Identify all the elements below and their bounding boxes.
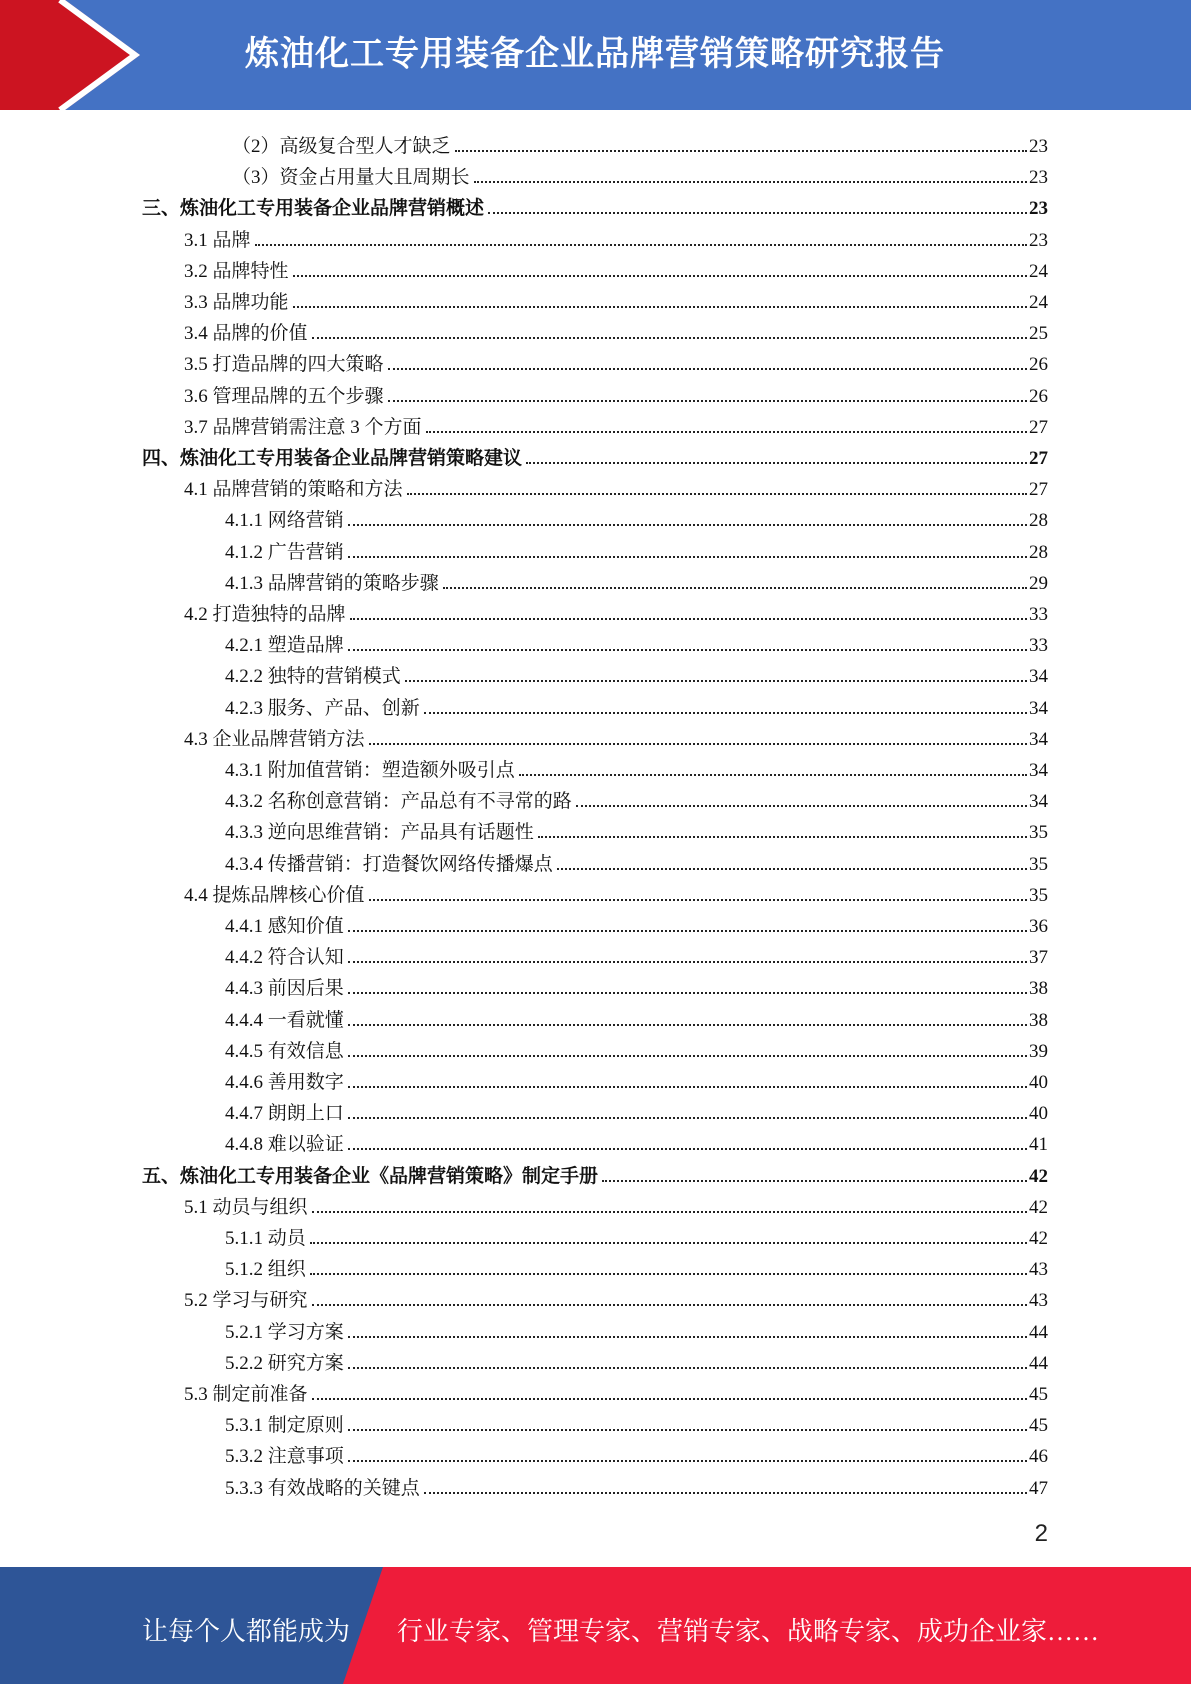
toc-entry[interactable] bbox=[225, 907, 1048, 938]
toc-dot-leader bbox=[312, 1303, 1027, 1306]
toc-entry-page: 26 bbox=[1029, 354, 1048, 376]
toc-entry-page: 34 bbox=[1029, 760, 1048, 781]
toc-entry-page: 28 bbox=[1029, 541, 1048, 563]
toc-entry-title: 5.2.2 研究方案 bbox=[225, 1352, 344, 1374]
toc-entry-title: 4.1 品牌营销的策略和方法 bbox=[184, 479, 403, 501]
toc-entry[interactable] bbox=[225, 1437, 1048, 1468]
toc-entry-page: 39 bbox=[1029, 1040, 1048, 1062]
report-title: 炼油化工专用装备企业品牌营销策略研究报告 bbox=[245, 34, 945, 74]
toc-entry-page: 23 bbox=[1029, 198, 1048, 220]
toc-entry[interactable] bbox=[225, 1001, 1048, 1032]
toc-entry-title: 5.3.1 制定原则 bbox=[225, 1415, 344, 1437]
toc-entry-title: 5.3 制定前准备 bbox=[184, 1384, 308, 1405]
toc-entry-title: 5.1.1 动员 bbox=[225, 1228, 306, 1249]
toc-entry-title: 3.7 品牌营销需注意 3 个方面 bbox=[184, 416, 422, 438]
toc-entry-page: 46 bbox=[1029, 1446, 1048, 1468]
toc-entry-page: 27 bbox=[1029, 448, 1048, 469]
toc-entry[interactable] bbox=[225, 1250, 1048, 1281]
toc-entry-title: 4.1.3 品牌营销的策略步骤 bbox=[225, 572, 439, 594]
toc-entry-page: 27 bbox=[1029, 479, 1048, 501]
toc-entry-page: 42 bbox=[1029, 1196, 1048, 1218]
toc-entry-page: 29 bbox=[1029, 572, 1048, 594]
toc-entry[interactable] bbox=[225, 1063, 1048, 1094]
toc-entry-page: 38 bbox=[1029, 978, 1048, 1000]
toc-entry[interactable] bbox=[225, 533, 1048, 564]
toc-entry-title: 4.3 企业品牌营销方法 bbox=[184, 728, 365, 750]
toc-entry[interactable] bbox=[184, 1375, 1048, 1406]
toc-entry-title: 3.6 管理品牌的五个步骤 bbox=[184, 385, 384, 407]
toc-entry-page: 33 bbox=[1029, 635, 1048, 657]
toc-dot-leader bbox=[348, 523, 1027, 526]
toc-entry-title: 4.2.2 独特的营销模式 bbox=[225, 666, 401, 688]
toc-entry[interactable] bbox=[225, 938, 1048, 969]
toc-dot-leader bbox=[602, 1179, 1027, 1182]
toc-entry[interactable] bbox=[225, 969, 1048, 1000]
toc-entry[interactable] bbox=[184, 1281, 1048, 1312]
toc-entry-page: 36 bbox=[1029, 916, 1048, 937]
toc-dot-leader bbox=[348, 929, 1027, 932]
toc-entry[interactable] bbox=[225, 564, 1048, 595]
toc-dot-leader bbox=[348, 1428, 1027, 1431]
toc-dot-leader bbox=[348, 1335, 1027, 1338]
toc-entry-page: 23 bbox=[1029, 229, 1048, 251]
toc-entry[interactable] bbox=[232, 127, 1048, 158]
toc-dot-leader bbox=[488, 211, 1027, 214]
toc-entry-page: 45 bbox=[1029, 1384, 1048, 1405]
toc-entry-title: 4.1.2 广告营销 bbox=[225, 541, 344, 563]
page-footer bbox=[0, 1567, 1191, 1684]
toc-dot-leader bbox=[455, 149, 1027, 152]
toc-entry-title: 4.4.3 前因后果 bbox=[225, 978, 344, 1000]
toc-entry-page: 35 bbox=[1029, 822, 1048, 844]
toc-dot-leader bbox=[424, 1491, 1027, 1494]
toc-entry-page: 40 bbox=[1029, 1103, 1048, 1125]
toc-entry-title: 4.4.1 感知价值 bbox=[225, 916, 344, 937]
toc-entry-title: 4.3.4 传播营销：打造餐饮网络传播爆点 bbox=[225, 853, 553, 875]
toc-entry-title: 4.1.1 网络营销 bbox=[225, 510, 344, 532]
toc-dot-leader bbox=[348, 960, 1027, 963]
toc-dot-leader bbox=[293, 305, 1027, 308]
toc-entry-page: 27 bbox=[1029, 416, 1048, 438]
toc-entry-page: 23 bbox=[1029, 136, 1048, 157]
toc-entry[interactable] bbox=[184, 283, 1048, 314]
toc-entry-title: 3.3 品牌功能 bbox=[184, 292, 289, 313]
toc-entry-page: 24 bbox=[1029, 292, 1048, 313]
toc-entry-title: 5.1 动员与组织 bbox=[184, 1196, 308, 1218]
toc-entry[interactable] bbox=[225, 1032, 1048, 1063]
toc-dot-leader bbox=[474, 180, 1027, 183]
toc-entry-page: 43 bbox=[1029, 1259, 1048, 1281]
toc-dot-leader bbox=[348, 991, 1027, 994]
toc-entry-page: 40 bbox=[1029, 1072, 1048, 1093]
toc-entry-page: 41 bbox=[1029, 1134, 1048, 1156]
toc-entry-title: 4.3.1 附加值营销：塑造额外吸引点 bbox=[225, 760, 515, 781]
toc-entry-title: 五、炼油化工专用装备企业《品牌营销策略》制定手册 bbox=[142, 1165, 599, 1187]
toc-entry-title: 4.4 提炼品牌核心价值 bbox=[184, 884, 365, 906]
toc-entry[interactable] bbox=[184, 408, 1048, 439]
toc-entry-title: 3.1 品牌 bbox=[184, 229, 251, 251]
toc-entry[interactable] bbox=[184, 345, 1048, 376]
toc-entry-title: （2）高级复合型人才缺乏 bbox=[232, 136, 451, 157]
toc-entry[interactable] bbox=[225, 813, 1048, 844]
toc-dot-leader bbox=[312, 336, 1027, 339]
toc-dot-leader bbox=[526, 461, 1027, 464]
toc-entry[interactable] bbox=[184, 876, 1048, 907]
toc-entry[interactable] bbox=[225, 1406, 1048, 1437]
toc-entry[interactable] bbox=[225, 751, 1048, 782]
toc-entry-title: 5.1.2 组织 bbox=[225, 1259, 306, 1281]
toc-entry[interactable] bbox=[142, 189, 1048, 220]
toc-entry[interactable] bbox=[184, 470, 1048, 501]
toc-dot-leader bbox=[369, 898, 1027, 901]
toc-dot-leader bbox=[443, 586, 1027, 589]
toc-entry[interactable] bbox=[142, 439, 1048, 470]
toc-entry-title: 4.3.3 逆向思维营销：产品具有话题性 bbox=[225, 822, 534, 844]
toc-entry-title: 4.2.1 塑造品牌 bbox=[225, 635, 344, 657]
toc-entry-title: 3.4 品牌的价值 bbox=[184, 323, 308, 345]
toc-dot-leader bbox=[519, 773, 1027, 776]
toc-entry[interactable] bbox=[225, 1313, 1048, 1344]
toc-entry-page: 35 bbox=[1029, 853, 1048, 875]
toc-entry[interactable] bbox=[225, 689, 1048, 720]
toc-entry-title: （3）资金占用量大且周期长 bbox=[232, 167, 470, 189]
toc-entry-title: 4.4.5 有效信息 bbox=[225, 1040, 344, 1062]
toc-entry-page: 34 bbox=[1029, 697, 1048, 719]
toc-dot-leader bbox=[348, 555, 1027, 558]
toc-entry[interactable] bbox=[225, 1094, 1048, 1125]
toc-entry-page: 34 bbox=[1029, 666, 1048, 688]
toc-dot-leader bbox=[405, 679, 1027, 682]
toc-dot-leader bbox=[369, 742, 1027, 745]
toc-dot-leader bbox=[407, 492, 1027, 495]
toc-dot-leader bbox=[312, 1210, 1027, 1213]
toc-dot-leader bbox=[388, 367, 1027, 370]
toc-entry-title: 5.3.2 注意事项 bbox=[225, 1446, 344, 1468]
toc-entry-page: 42 bbox=[1029, 1228, 1048, 1249]
toc-entry[interactable] bbox=[184, 720, 1048, 751]
toc-entry-page: 44 bbox=[1029, 1352, 1048, 1374]
toc-entry-title: 4.4.4 一看就懂 bbox=[225, 1009, 344, 1031]
toc-dot-leader bbox=[348, 1116, 1027, 1119]
toc-entry[interactable] bbox=[225, 626, 1048, 657]
toc-dot-leader bbox=[424, 711, 1027, 714]
toc-entry-page: 33 bbox=[1029, 604, 1048, 625]
toc-entry-title: 4.4.7 朗朗上口 bbox=[225, 1103, 344, 1125]
toc-entry-page: 35 bbox=[1029, 884, 1048, 906]
toc-entry[interactable] bbox=[184, 595, 1048, 626]
toc-entry-page: 28 bbox=[1029, 510, 1048, 532]
toc-entry-title: 5.2 学习与研究 bbox=[184, 1290, 308, 1312]
toc-entry[interactable] bbox=[225, 1344, 1048, 1375]
toc-entry[interactable] bbox=[225, 657, 1048, 688]
toc-entry-title: 4.4.6 善用数字 bbox=[225, 1072, 344, 1093]
toc-entry-title: 4.2 打造独特的品牌 bbox=[184, 604, 346, 625]
toc-entry-page: 44 bbox=[1029, 1321, 1048, 1343]
toc-dot-leader bbox=[348, 1054, 1027, 1057]
toc-dot-leader bbox=[348, 1023, 1027, 1026]
page-number: 2 bbox=[1034, 1520, 1048, 1547]
toc-entry[interactable] bbox=[184, 252, 1048, 283]
toc-dot-leader bbox=[348, 1459, 1027, 1462]
toc-entry-page: 42 bbox=[1029, 1165, 1048, 1187]
toc-entry-title: 5.2.1 学习方案 bbox=[225, 1321, 344, 1343]
toc-entry[interactable] bbox=[142, 1157, 1048, 1188]
toc-entry-title: 3.5 打造品牌的四大策略 bbox=[184, 354, 384, 376]
toc-dot-leader bbox=[348, 1366, 1027, 1369]
toc-entry[interactable] bbox=[225, 1469, 1048, 1500]
toc-entry[interactable] bbox=[225, 1219, 1048, 1250]
header-arrow-graphic bbox=[0, 0, 160, 110]
toc-entry-title: 4.3.2 名称创意营销：产品总有不寻常的路 bbox=[225, 791, 572, 813]
toc-dot-leader bbox=[576, 804, 1027, 807]
toc-dot-leader bbox=[348, 648, 1027, 651]
toc-dot-leader bbox=[426, 430, 1027, 433]
toc-dot-leader bbox=[348, 1085, 1027, 1088]
toc-entry-page: 34 bbox=[1029, 791, 1048, 813]
toc-entry[interactable] bbox=[184, 1188, 1048, 1219]
toc-entry-page: 23 bbox=[1029, 167, 1048, 189]
toc-entry-page: 37 bbox=[1029, 947, 1048, 969]
toc-entry[interactable] bbox=[184, 377, 1048, 408]
toc-entry-page: 24 bbox=[1029, 260, 1048, 282]
toc-entry-title: 4.2.3 服务、产品、创新 bbox=[225, 697, 420, 719]
toc-entry-title: 三、炼油化工专用装备企业品牌营销概述 bbox=[142, 198, 485, 220]
toc-entry-page: 26 bbox=[1029, 385, 1048, 407]
footer-slogan-right: 行业专家、管理专家、营销专家、战略专家、成功企业家…… bbox=[397, 1617, 1100, 1646]
toc-entry[interactable] bbox=[184, 314, 1048, 345]
footer-slogan-left: 让每个人都能成为 bbox=[142, 1617, 351, 1646]
toc-dot-leader bbox=[557, 867, 1027, 870]
toc-entry-page: 43 bbox=[1029, 1290, 1048, 1312]
toc-entry-page: 34 bbox=[1029, 728, 1048, 750]
page-header bbox=[0, 0, 1191, 110]
toc-entry[interactable] bbox=[232, 158, 1048, 189]
toc-entry[interactable] bbox=[184, 221, 1048, 252]
toc-entry-title: 四、炼油化工专用装备企业品牌营销策略建议 bbox=[142, 448, 523, 469]
toc-entry-page: 47 bbox=[1029, 1477, 1048, 1499]
toc-entry[interactable] bbox=[225, 1125, 1048, 1156]
toc-entry-title: 4.4.8 难以验证 bbox=[225, 1134, 344, 1156]
toc-entry[interactable] bbox=[225, 501, 1048, 532]
toc-entry-page: 38 bbox=[1029, 1009, 1048, 1031]
toc-entry-page: 45 bbox=[1029, 1415, 1048, 1437]
toc-entry[interactable] bbox=[225, 782, 1048, 813]
toc-dot-leader bbox=[310, 1241, 1027, 1244]
toc-entry[interactable] bbox=[225, 845, 1048, 876]
toc-dot-leader bbox=[255, 243, 1027, 246]
toc-entry-title: 5.3.3 有效战略的关键点 bbox=[225, 1477, 420, 1499]
toc-dot-leader bbox=[310, 1272, 1027, 1275]
toc-entry-title: 3.2 品牌特性 bbox=[184, 260, 289, 282]
toc-dot-leader bbox=[538, 835, 1027, 838]
toc-dot-leader bbox=[312, 1397, 1027, 1400]
toc-dot-leader bbox=[388, 399, 1027, 402]
toc-entry-page: 25 bbox=[1029, 323, 1048, 345]
toc-dot-leader bbox=[348, 1147, 1027, 1150]
toc-entry-title: 4.4.2 符合认知 bbox=[225, 947, 344, 969]
toc-dot-leader bbox=[293, 274, 1027, 277]
toc-dot-leader bbox=[350, 617, 1027, 620]
